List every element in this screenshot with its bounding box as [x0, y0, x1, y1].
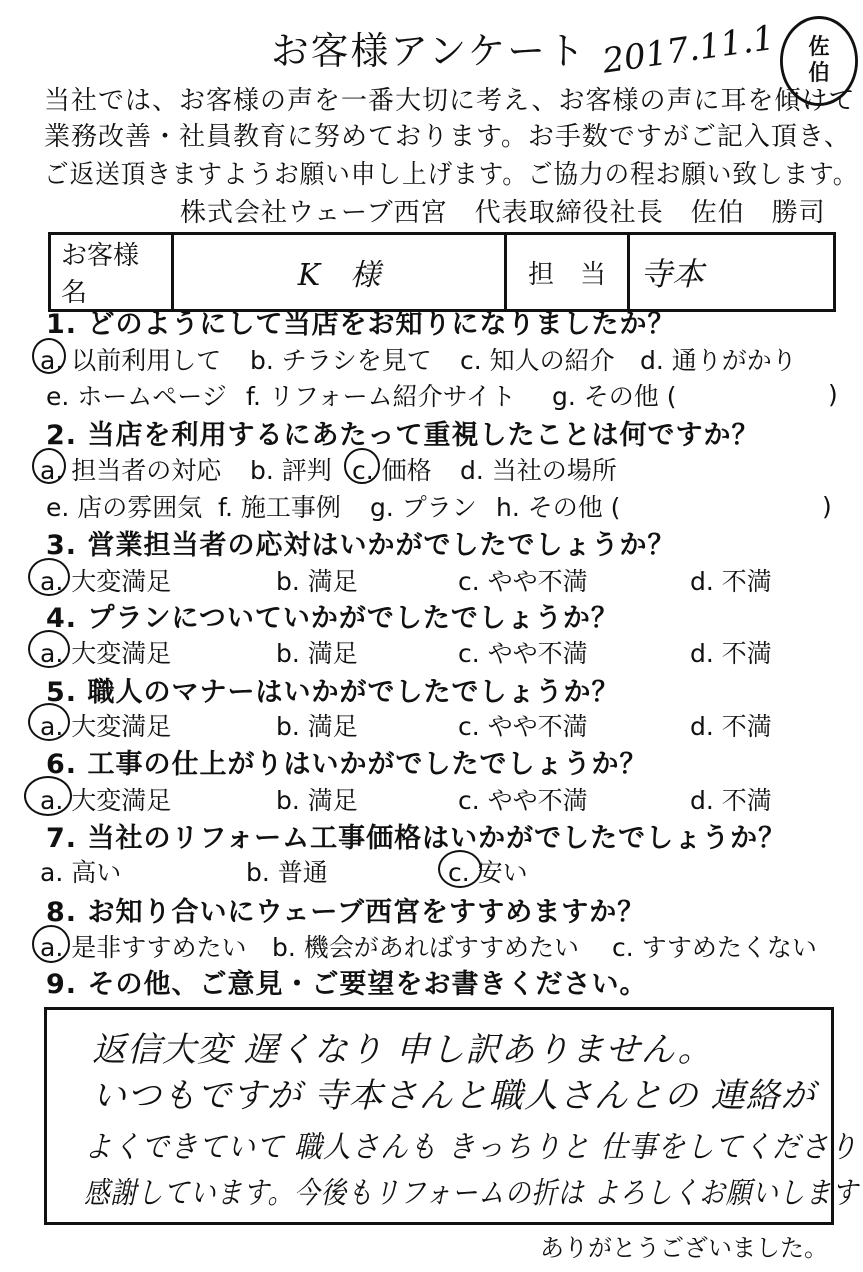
- comment-line-4: 感謝しています。今後もリフォームの折は よろしくお願いします: [84, 1176, 859, 1211]
- q5-option-a[interactable]: a. 大変満足: [40, 712, 172, 741]
- q1-option-e[interactable]: e. ホームページ: [46, 382, 227, 411]
- staff-label: 担 当: [506, 234, 629, 311]
- q5-option-d[interactable]: d. 不満: [690, 712, 772, 741]
- q3-option-a[interactable]: a. 大変満足: [40, 567, 172, 596]
- q1-option-f[interactable]: f. リフォーム紹介サイト: [246, 382, 516, 411]
- q3-answer-circle: [28, 558, 70, 596]
- q2-option-a[interactable]: a. 担当者の対応: [40, 456, 222, 485]
- q7-answer-circle: [438, 850, 482, 888]
- q2-option-b[interactable]: b. 評判: [250, 456, 332, 485]
- q2-option-g[interactable]: g. プラン: [370, 493, 477, 522]
- q8-option-b[interactable]: b. 機会があればすすめたい: [272, 933, 580, 962]
- staff-value[interactable]: 寺本: [629, 234, 835, 311]
- q7-option-b[interactable]: b. 普通: [246, 858, 328, 887]
- intro-line-1: 当社では、お客様の声を一番大切に考え、お客様の声に耳を傾けて: [44, 86, 856, 116]
- handwritten-date: 2017.11.1: [600, 17, 777, 82]
- q6-answer-circle: [24, 776, 72, 816]
- survey-title: お客様アンケート: [270, 29, 587, 73]
- q1-answer-circle: [32, 338, 66, 374]
- comment-line-2: いつもですが 寺本さんと職人さんとの 連絡が: [92, 1076, 816, 1116]
- question-6: 6. 工事の仕上がりはいかがでしたでしょうか？: [46, 749, 648, 780]
- q1-option-g-close: ): [828, 380, 838, 409]
- q8-answer-circle: [32, 925, 70, 963]
- question-3: 3. 営業担当者の応対はいかがでしたでしょうか？: [46, 530, 676, 561]
- q5-option-c[interactable]: c. やや不満: [458, 712, 588, 741]
- q3-option-d[interactable]: d. 不満: [690, 567, 772, 596]
- question-5: 5. 職人のマナーはいかがでしたでしょうか？: [46, 677, 620, 708]
- q7-option-a[interactable]: a. 高い: [40, 858, 122, 887]
- q6-option-c[interactable]: c. やや不満: [458, 786, 588, 815]
- customer-name-label: お客様名: [50, 234, 173, 311]
- intro-line-2: 業務改善・社員教育に努めております。お手数ですがご記入頂き、: [44, 122, 851, 152]
- q1-option-a[interactable]: a. 以前利用して: [40, 346, 222, 375]
- q4-option-d[interactable]: d. 不満: [690, 639, 772, 668]
- question-8: 8. お知り合いにウェーブ西宮をすすめますか？: [46, 897, 646, 928]
- q4-answer-circle: [28, 630, 70, 668]
- q3-option-c[interactable]: c. やや不満: [458, 567, 588, 596]
- customer-name-value[interactable]: K 様: [173, 234, 506, 311]
- q5-option-b[interactable]: b. 満足: [276, 712, 358, 741]
- q3-option-b[interactable]: b. 満足: [276, 567, 358, 596]
- question-2: 2. 当店を利用するにあたって重視したことは何ですか？: [46, 420, 760, 451]
- q6-option-b[interactable]: b. 満足: [276, 786, 358, 815]
- q5-answer-circle: [28, 703, 70, 741]
- question-9: 9. その他、ご意見・ご要望をお書きください。: [46, 969, 648, 1000]
- q6-option-d[interactable]: d. 不満: [690, 786, 772, 815]
- q4-option-a[interactable]: a. 大変満足: [40, 639, 172, 668]
- q1-option-c[interactable]: c. 知人の紹介: [460, 346, 615, 375]
- q2-option-h-close: ): [822, 492, 832, 521]
- q2-option-d[interactable]: d. 当社の場所: [460, 456, 617, 485]
- q2-answer-circle-a: [32, 448, 66, 484]
- customer-info-table: [48, 232, 836, 312]
- seal-stamp: 佐 伯: [780, 16, 858, 106]
- q7-option-c[interactable]: c. 安い: [448, 858, 528, 887]
- q8-option-c[interactable]: c. すすめたくない: [612, 933, 817, 962]
- q2-option-f[interactable]: f. 施工事例: [218, 493, 341, 522]
- q2-answer-circle-c: [344, 448, 380, 484]
- q2-option-c[interactable]: c. 価格: [352, 456, 432, 485]
- q1-option-d[interactable]: d. 通りがかり: [640, 346, 797, 375]
- q1-option-b[interactable]: b. チラシを見て: [250, 346, 432, 375]
- q2-option-e[interactable]: e. 店の雰囲気: [46, 493, 203, 522]
- q1-option-g[interactable]: g. その他 (: [552, 382, 677, 411]
- q6-option-a[interactable]: a. 大変満足: [40, 786, 172, 815]
- comment-line-1: 返信大変 遅くなり 申し訳ありません。: [92, 1030, 713, 1070]
- q2-option-h[interactable]: h. その他 (: [496, 493, 621, 522]
- question-1: 1. どのようにして当店をお知りになりましたか？: [46, 309, 676, 340]
- question-7: 7. 当社のリフォーム工事価格はいかがでしたでしょうか？: [46, 823, 787, 854]
- comment-line-3: よくできていて 職人さんも きっちりと 仕事をしてくださり: [84, 1130, 858, 1165]
- intro-line-3: ご返送頂きますようお願い申し上げます。ご協力の程お願い致します。: [44, 160, 859, 190]
- thanks-text: ありがとうございました。: [540, 1234, 828, 1262]
- q4-option-c[interactable]: c. やや不満: [458, 639, 588, 668]
- q4-option-b[interactable]: b. 満足: [276, 639, 358, 668]
- question-4: 4. プランについていかがでしたでしょうか？: [46, 603, 619, 634]
- q8-option-a[interactable]: a. 是非すすめたい: [40, 933, 247, 962]
- company-signature: 株式会社ウェーブ西宮 代表取締役社長 佐伯 勝司: [180, 198, 826, 228]
